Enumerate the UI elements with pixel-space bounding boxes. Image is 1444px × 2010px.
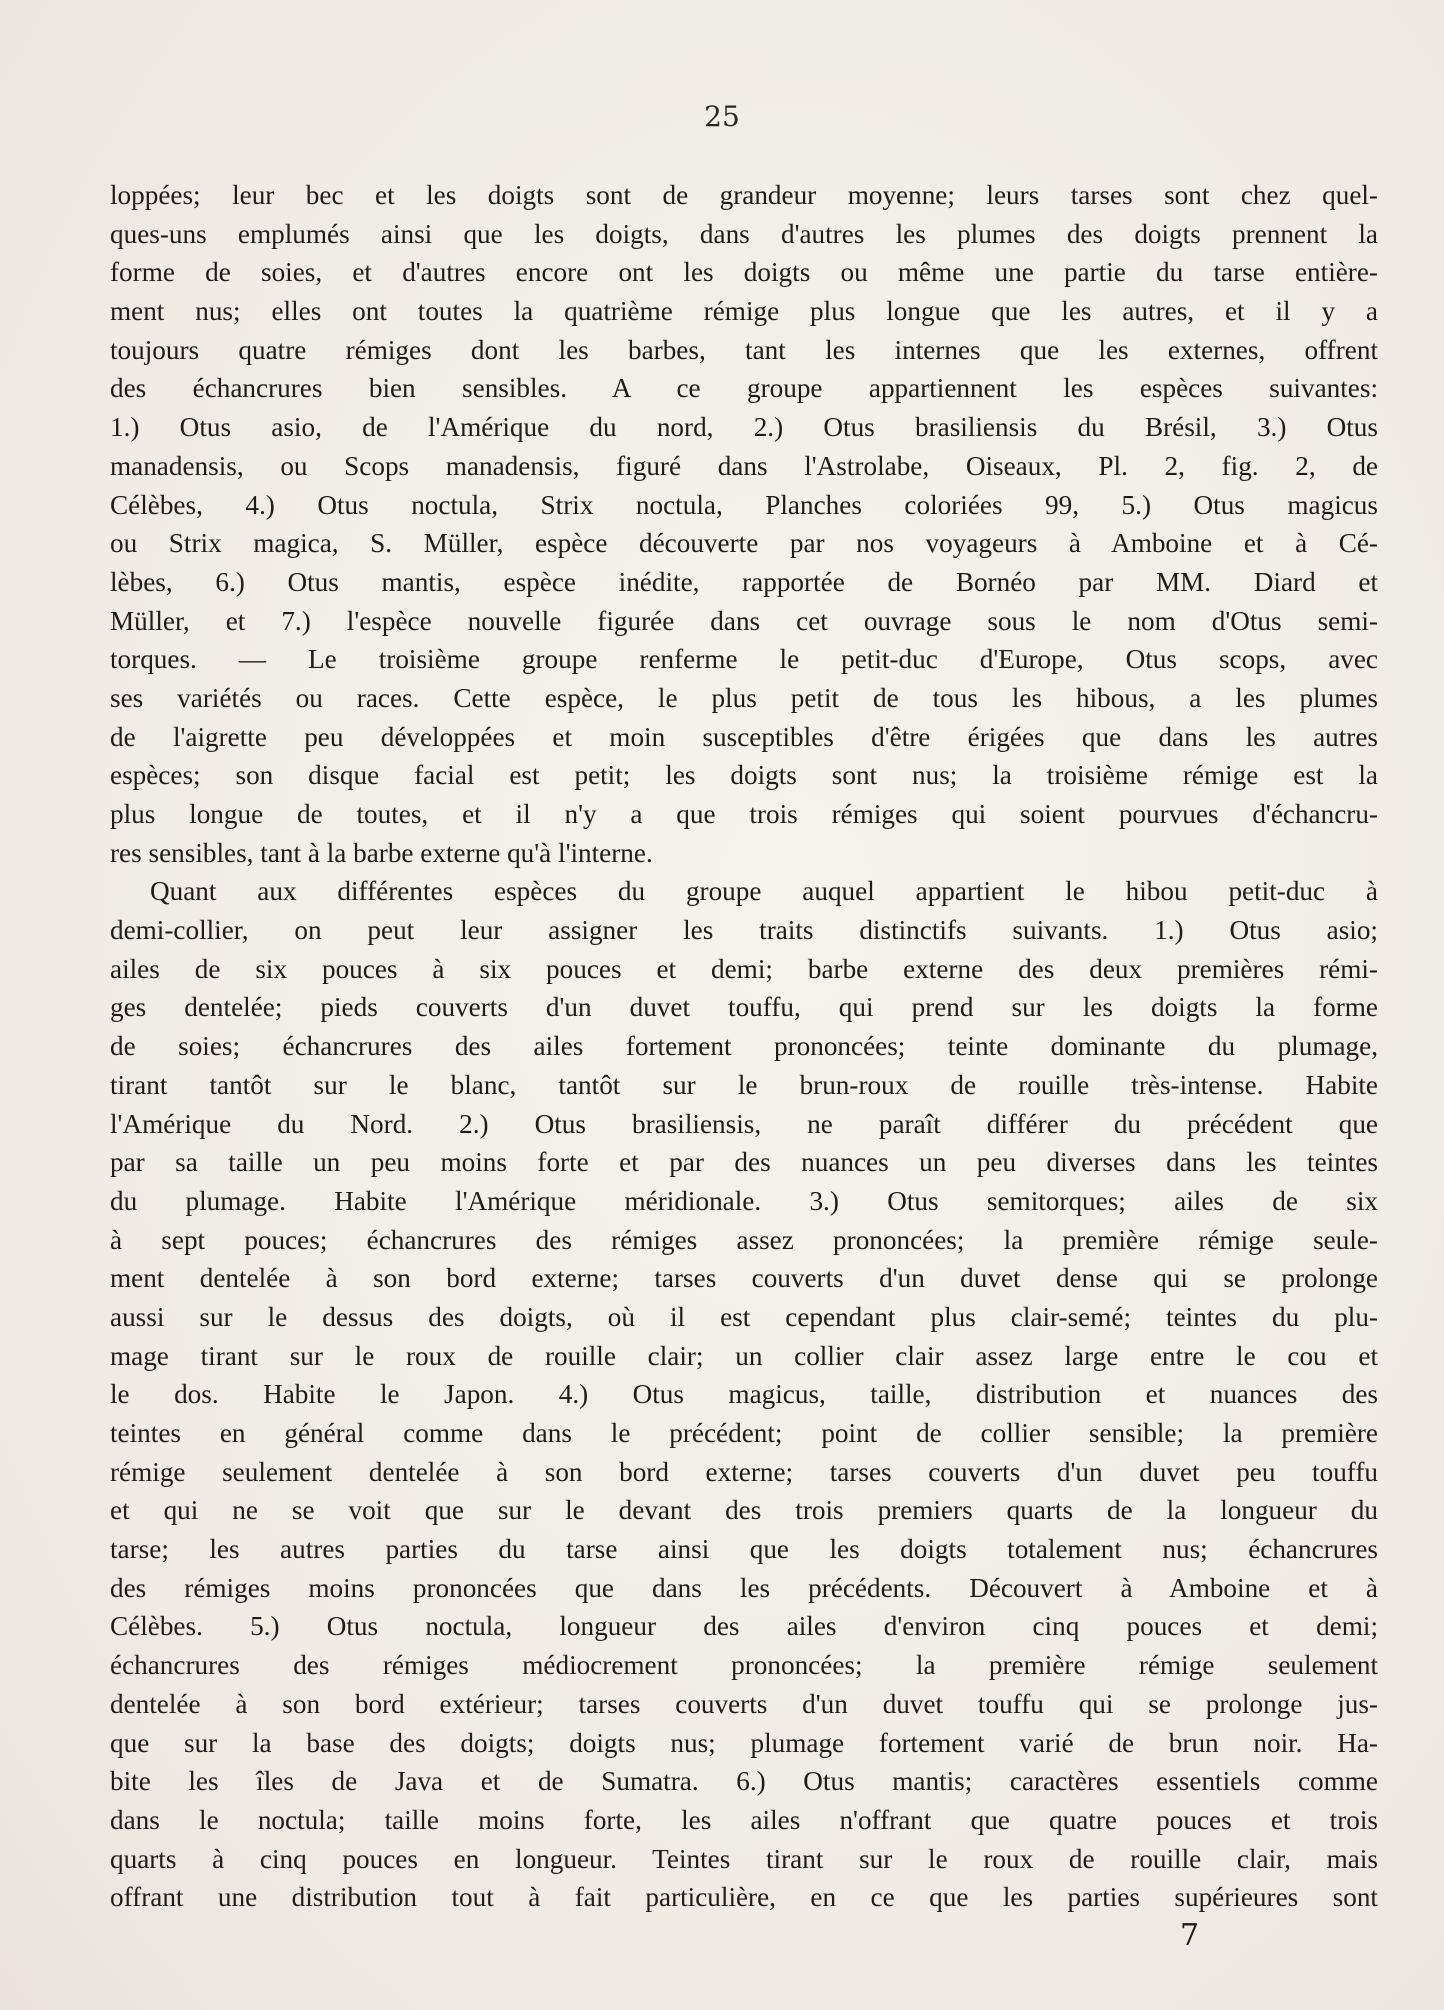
- text-line: Quant aux différentes espèces du groupe auquel appartient le hibou petit-duc à: [150, 876, 1378, 907]
- text-line: loppées; leur bec et les doigts sont de grandeur moyenne; leurs tarses sont chez quel-: [110, 180, 1378, 210]
- text-line: demi-collier, on peut leur assigner les traits distinctifs suivants. 1.) Otus asio;: [110, 915, 1378, 946]
- text-line: ques-uns emplumés ainsi que les doigts, dans d'autres les plumes des doigts prennent la: [110, 218, 1378, 249]
- text-line: bite les îles de Java et de Sumatra. 6.) Otus mantis; caractères essentiels comme: [110, 1766, 1378, 1797]
- text-line: ses variétés ou races. Cette espèce, le plus petit de tous les hibous, a les plumes: [110, 682, 1378, 713]
- text-line: rémige seulement dentelée à son bord externe; tarses couverts d'un duvet peu touffu: [110, 1456, 1378, 1487]
- text-line: torques. — Le troisième groupe renferme le petit-duc d'Europe, Otus scops, avec: [110, 644, 1378, 675]
- text-line: 1.) Otus asio, de l'Amérique du nord, 2.) Otus brasiliensis du Brésil, 3.) Otus: [110, 412, 1378, 443]
- text-line: Müller, et 7.) l'espèce nouvelle figurée dans cet ouvrage sous le nom d'Otus semi-: [110, 605, 1378, 636]
- text-line: dentelée à son bord extérieur; tarses couverts d'un duvet touffu qui se prolonge jus-: [110, 1688, 1378, 1719]
- text-line: Célèbes, 4.) Otus noctula, Strix noctula, Planches coloriées 99, 5.) Otus magicus: [110, 489, 1378, 520]
- text-line: de soies; échancrures des ailes fortement prononcées; teinte dominante du plumage,: [110, 1031, 1378, 1062]
- text-line: ou Strix magica, S. Müller, espèce découverte par nos voyageurs à Amboine et à Cé-: [110, 528, 1378, 559]
- text-line: l'Amérique du Nord. 2.) Otus brasiliensis, ne paraît différer du précédent que: [110, 1108, 1378, 1139]
- text-line: manadensis, ou Scops manadensis, figuré dans l'Astrolabe, Oiseaux, Pl. 2, fig. 2, de: [110, 450, 1378, 481]
- text-line: ailes de six pouces à six pouces et demi; barbe externe des deux premières rémi-: [110, 953, 1378, 984]
- text-line: ment nus; elles ont toutes la quatrième rémige plus longue que les autres, et il y a: [110, 296, 1378, 327]
- text-line: quarts à cinq pouces en longueur. Teintes tirant sur le roux de rouille clair, mais: [110, 1843, 1378, 1874]
- text-line: ment dentelée à son bord externe; tarses couverts d'un duvet dense qui se prolonge: [110, 1263, 1378, 1294]
- text-line: du plumage. Habite l'Amérique méridionale. 3.) Otus semitorques; ailes de six: [110, 1185, 1378, 1216]
- text-line: dans le noctula; taille moins forte, les ailes n'offrant que quatre pouces et trois: [110, 1804, 1378, 1835]
- text-line: teintes en général comme dans le précédent; point de collier sensible; la première: [110, 1418, 1378, 1448]
- text-line: par sa taille un peu moins forte et par des nuances un peu diverses dans les teintes: [110, 1147, 1378, 1178]
- text-line: res sensibles, tant à la barbe externe qu'à l'interne.: [110, 837, 653, 868]
- text-line: plus longue de toutes, et il n'y a que trois rémiges qui soient pourvues d'échancru-: [110, 799, 1378, 829]
- body-text: [110, 176, 1378, 1917]
- text-line: et qui ne se voit que sur le devant des trois premiers quarts de la longueur du: [110, 1495, 1378, 1526]
- text-line: Célèbes. 5.) Otus noctula, longueur des ailes d'environ cinq pouces et demi;: [110, 1611, 1378, 1642]
- text-line: des échancrures bien sensibles. A ce groupe appartiennent les espèces suivantes:: [110, 373, 1378, 404]
- text-line: tarse; les autres parties du tarse ainsi que les doigts totalement nus; échancrures: [110, 1534, 1378, 1565]
- page-number: 25: [704, 100, 740, 133]
- text-line: le dos. Habite le Japon. 4.) Otus magicus, taille, distribution et nuances des: [110, 1379, 1378, 1410]
- text-line: que sur la base des doigts; doigts nus; plumage fortement varié de brun noir. Ha-: [110, 1727, 1378, 1758]
- text-line: tirant tantôt sur le blanc, tantôt sur le brun-roux de rouille très-intense. Habite: [110, 1069, 1378, 1100]
- text-line: espèces; son disque facial est petit; les doigts sont nus; la troisième rémige est la: [110, 760, 1378, 791]
- text-line: mage tirant sur le roux de rouille clair; un collier clair assez large entre le cou et: [110, 1340, 1378, 1371]
- text-line: des rémiges moins prononcées que dans les précédents. Découvert à Amboine et à: [110, 1572, 1378, 1603]
- text-line: aussi sur le dessus des doigts, où il est cependant plus clair-semé; teintes du plu-: [110, 1301, 1378, 1332]
- text-line: toujours quatre rémiges dont les barbes, tant les internes que les externes, offrent: [110, 334, 1378, 365]
- text-line: à sept pouces; échancrures des rémiges assez prononcées; la première rémige seule-: [110, 1224, 1378, 1255]
- text-line: offrant une distribution tout à fait particulière, en ce que les parties supérieures sont: [110, 1882, 1378, 1913]
- text-line: lèbes, 6.) Otus mantis, espèce inédite, rapportée de Bornéo par MM. Diard et: [110, 566, 1378, 597]
- text-line: forme de soies, et d'autres encore ont les doigts ou même une partie du tarse entière-: [110, 257, 1378, 288]
- text-line: échancrures des rémiges médiocrement prononcées; la première rémige seulement: [110, 1650, 1378, 1681]
- signature-mark: 7: [1180, 1918, 1200, 1953]
- text-line: ges dentelée; pieds couverts d'un duvet touffu, qui prend sur les doigts la forme: [110, 992, 1378, 1023]
- text-line: de l'aigrette peu développées et moin susceptibles d'être érigées que dans les autres: [110, 721, 1378, 752]
